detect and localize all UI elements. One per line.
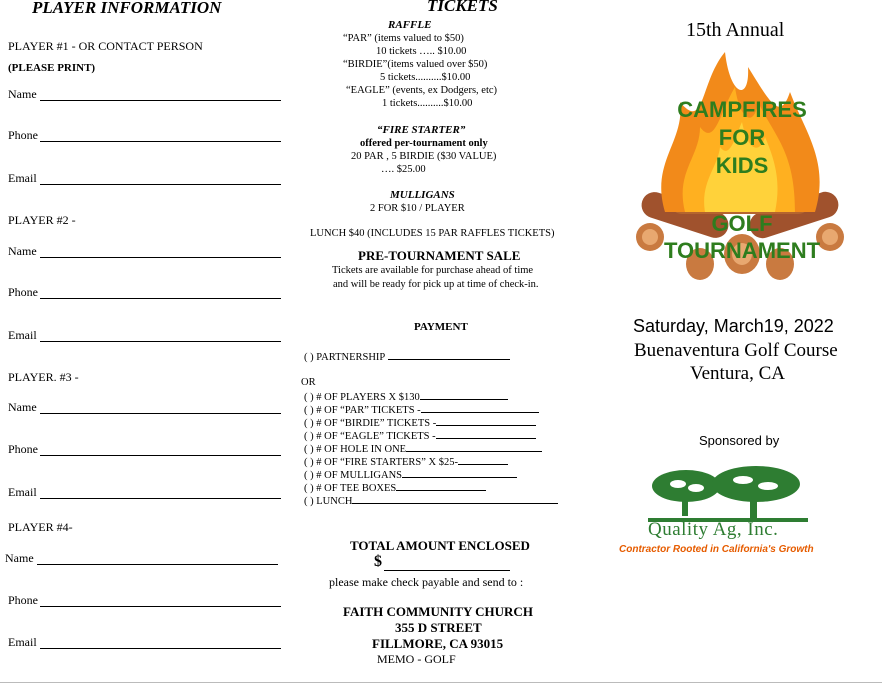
payment-row-line[interactable] [406,442,542,452]
payment-heading: PAYMENT [414,321,468,333]
player-2-phone-line[interactable] [40,298,281,299]
campfire-logo [630,42,850,292]
payment-row-label: ( ) # OF TEE BOXES [304,483,397,494]
logo-line-5: TOURNAMENT [663,238,821,263]
payment-row-line[interactable] [352,494,558,504]
payment-row-line[interactable] [421,403,539,413]
payment-row-label: ( ) # OF “EAGLE” TICKETS - [304,431,436,442]
payment-row-tee-boxes[interactable] [304,481,486,495]
sponsor-tree-logo [648,466,808,526]
bottom-rule [0,682,882,683]
partnership-label: ( ) PARTNERSHIP [304,352,386,363]
payment-row-label: ( ) LUNCH [304,496,353,507]
payment-row-birdie[interactable] [304,416,536,430]
raffle-line-3: “BIRDIE”(items valued over $50) [343,59,488,70]
pre-tournament-line-2: and will be ready for pick up at time of check-in. [333,279,539,290]
player-3-name-line[interactable] [40,413,281,414]
payment-row-label: ( ) # OF HOLE IN ONE [304,444,407,455]
player-1-name-label: Name [8,87,37,101]
logo-line-1: CAMPFIRES [677,97,807,122]
logo-line-2: FOR [718,125,766,150]
please-print-label: (PLEASE PRINT) [8,62,96,74]
total-amount-line[interactable] [384,570,510,571]
player-3-email-line[interactable] [40,498,281,499]
player-4-name-label: Name [5,551,34,565]
sponsor-tagline: Contractor Rooted in California's Growth [619,544,814,555]
payment-row-line[interactable] [402,468,517,478]
player-3-email-label: Email [8,485,37,499]
logo-line-4: GOLF [711,211,773,236]
payment-row-label: ( ) # OF MULLIGANS [304,470,402,481]
player-2-name-line[interactable] [40,257,281,258]
payment-row-mulligans[interactable] [304,468,517,482]
payment-row-hole-in-one[interactable] [304,442,542,456]
payment-row-lunch[interactable] [304,494,558,508]
raffle-line-6: 1 tickets..........$10.00 [382,98,473,109]
player-3-label: PLAYER. #3 - [8,370,79,384]
payment-row-line[interactable] [458,455,508,465]
player-1-label: PLAYER #1 - OR CONTACT PERSON [8,39,203,53]
raffle-line-5: “EAGLE” (events, ex Dodgers, etc) [346,85,498,96]
player-4-name-line[interactable] [37,564,278,565]
player-1-phone-line[interactable] [40,141,281,142]
fire-starter-heading: “FIRE STARTER” [377,124,466,136]
mulligans-heading: MULLIGANS [390,189,455,201]
player-1-email-line[interactable] [40,184,281,185]
sponsor-name: Quality Ag, Inc. [648,519,779,540]
payment-row-fire-starters[interactable] [304,455,508,469]
annual-label: 15th Annual [686,19,785,41]
address-line-1: FAITH COMMUNITY CHURCH [343,604,533,619]
address-line-3: FILLMORE, CA 93015 [372,636,504,651]
logo-line-3: KIDS [715,153,769,178]
event-date: Saturday, March19, 2022 [633,316,834,336]
tickets-heading: TICKETS [427,0,498,15]
player-3-name-label: Name [8,400,37,414]
player-2-email-label: Email [8,328,37,342]
player-2-label: PLAYER #2 - [8,213,76,227]
lunch-line: LUNCH $40 (INCLUDES 15 PAR RAFFLES TICKETS) [310,228,555,239]
payment-row-players[interactable] [304,390,508,404]
player-information-heading: PLAYER INFORMATION [32,0,222,17]
player-4-email-line[interactable] [40,648,281,649]
event-venue: Buenaventura Golf Course [634,340,838,361]
raffle-line-1: “PAR” (items valued to $50) [343,33,464,44]
payment-row-line[interactable] [396,481,486,491]
partnership-row[interactable] [304,350,510,364]
sponsored-by-label: Sponsored by [699,433,780,448]
player-3-phone-line[interactable] [40,455,281,456]
partnership-line[interactable] [388,350,510,360]
player-1-email-label: Email [8,171,37,185]
raffle-heading: RAFFLE [388,19,432,31]
player-2-email-line[interactable] [40,341,281,342]
player-1-name-line[interactable] [40,100,281,101]
payment-row-label: ( ) # OF “BIRDIE” TICKETS - [304,418,437,429]
payment-row-line[interactable] [436,429,536,439]
raffle-line-2: 10 tickets ….. $10.00 [376,46,467,57]
payment-row-label: ( ) # OF “FIRE STARTERS” X $25- [304,457,458,468]
player-1-phone-label: Phone [8,128,38,142]
or-label: OR [301,377,316,388]
raffle-line-4: 5 tickets..........$10.00 [380,72,471,83]
player-2-name-label: Name [8,244,37,258]
payment-row-label: ( ) # OF “PAR” TICKETS - [304,405,421,416]
player-4-phone-line[interactable] [40,606,281,607]
player-2-phone-label: Phone [8,285,38,299]
pre-tournament-heading: PRE-TOURNAMENT SALE [358,248,521,263]
payment-row-eagle[interactable] [304,429,536,443]
mulligans-line: 2 FOR $10 / PLAYER [370,203,465,214]
address-line-2: 355 D STREET [395,620,482,635]
payment-row-label: ( ) # OF PLAYERS X $130 [304,392,420,403]
player-4-phone-label: Phone [8,593,38,607]
fire-starter-line-2: 20 PAR , 5 BIRDIE ($30 VALUE) [351,151,497,162]
player-4-email-label: Email [8,635,37,649]
player-4-label: PLAYER #4- [8,520,73,534]
memo-line: MEMO - GOLF [377,652,456,666]
fire-starter-line-1: offered per-tournament only [360,138,488,149]
payment-row-line[interactable] [420,390,508,400]
pre-tournament-line-1: Tickets are available for purchase ahead of time [332,265,534,276]
total-amount-heading: TOTAL AMOUNT ENCLOSED [350,538,530,553]
event-city: Ventura, CA [690,363,785,384]
fire-starter-line-3: …. $25.00 [381,164,426,175]
payment-row-line[interactable] [436,416,536,426]
payable-line: please make check payable and send to : [329,575,524,589]
player-3-phone-label: Phone [8,442,38,456]
dollar-sign: $ [374,553,382,570]
payment-row-par[interactable] [304,403,539,417]
